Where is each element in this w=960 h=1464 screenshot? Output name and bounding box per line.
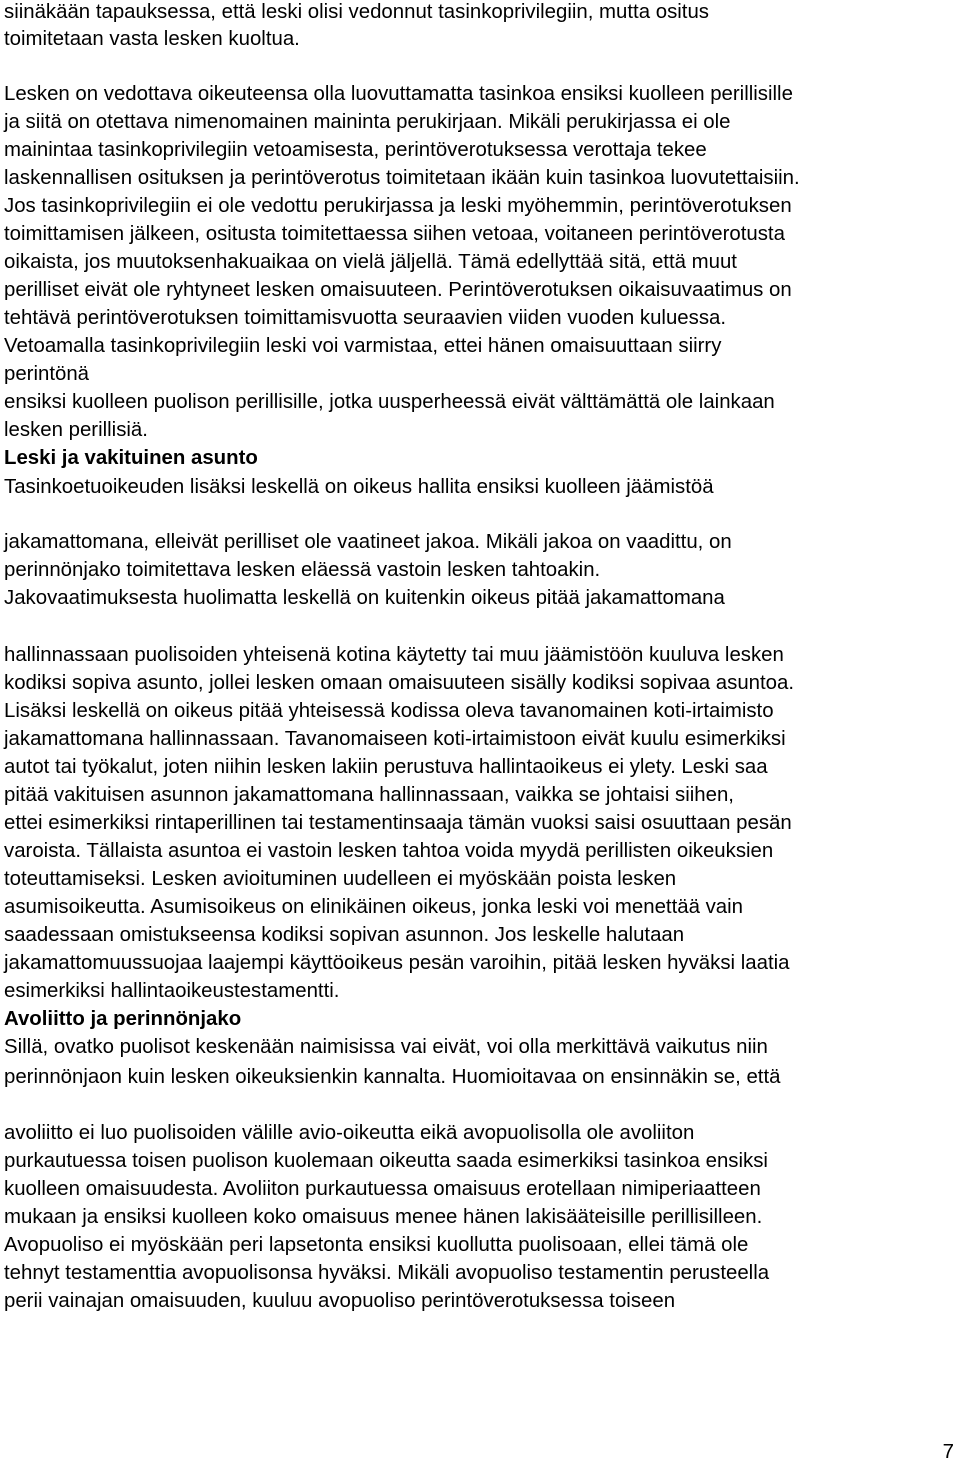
section-heading: Leski ja vakituinen asunto: [4, 447, 258, 469]
text-line: tehnyt testamenttia avopuolisonsa hyväksi. Mikäli avopuoliso testamentin perusteella: [4, 1262, 770, 1284]
text-line: tehtävä perintöverotuksen toimittamisvuotta seuraavien viiden vuoden kuluessa.: [4, 307, 727, 329]
text-line: Lesken on vedottava oikeuteensa olla luovuttamatta tasinkoa ensiksi kuolleen perillisille: [4, 83, 793, 105]
text-line: mainintaa tasinkoprivilegiin vetoamisesta, perintöverotuksessa verottaja tekee: [4, 139, 707, 161]
text-line: esimerkiksi hallintaoikeustestamentti.: [4, 980, 340, 1002]
text-line: saadessaan omistukseensa kodiksi sopivan asunnon. Jos leskelle halutaan: [4, 924, 685, 946]
text-line: toimittamisen jälkeen, ositusta toimitettaessa siihen vetoaa, voitaneen perintöverotusta: [4, 223, 785, 245]
text-line: Lisäksi leskellä on oikeus pitää yhteisessä kodissa oleva tavanomainen koti-irtaimisto: [4, 700, 774, 722]
text-line: autot tai työkalut, joten niihin lesken lakiin perustuva hallintaoikeus ei ylety. Leski saa: [4, 756, 768, 778]
text-line: kuolleen omaisuudesta. Avoliiton purkautuessa omaisuus erotellaan nimiperiaatteen: [4, 1178, 761, 1200]
text-line: purkautuessa toisen puolison kuolemaan oikeutta saada esimerkiksi tasinkoa ensiksi: [4, 1150, 768, 1172]
text-line: jakamattomana hallinnassaan. Tavanomaiseen koti-irtaimistoon eivät kuulu esimerkiksi: [4, 728, 786, 750]
page-number: 7: [942, 1441, 954, 1463]
text-line: laskennallisen osituksen ja perintöverotus toimitetaan ikään kuin tasinkoa luovutettaisiin.: [4, 167, 800, 189]
text-line: perinnönjako toimitettava lesken eläessä vastoin lesken tahtoakin.: [4, 559, 601, 581]
text-line: Tasinkoetuoikeuden lisäksi leskellä on oikeus hallita ensiksi kuolleen jäämistöä: [4, 476, 714, 498]
text-line: ja siitä on otettava nimenomainen maininta perukirjaan. Mikäli perukirjassa ei ole: [4, 111, 731, 133]
text-line: avoliitto ei luo puolisoiden välille avio-oikeutta eikä avopuolisolla ole avoliiton: [4, 1122, 695, 1144]
section-heading: Avoliitto ja perinnönjako: [4, 1008, 242, 1030]
text-line: ettei esimerkiksi rintaperillinen tai testamentinsaaja tämän vuoksi saisi osuuttaan pesän: [4, 812, 792, 834]
text-line: kodiksi sopiva asunto, jollei lesken omaan omaisuuteen sisälly kodiksi sopivaa asuntoa.: [4, 672, 795, 694]
text-line: ensiksi kuolleen puolison perillisille, jotka uusperheessä eivät välttämättä ole lainkaan: [4, 391, 775, 413]
text-line: jakamattomana, elleivät perilliset ole vaatineet jakoa. Mikäli jakoa on vaadittu, on: [4, 531, 732, 553]
text-line: mukaan ja ensiksi kuolleen koko omaisuus menee hänen lakisääteisille perillisilleen.: [4, 1206, 763, 1228]
text-line: jakamattomuussuojaa laajempi käyttöoikeus pesän varoihin, pitää lesken hyväksi laatia: [4, 952, 790, 974]
text-line: perilliset eivät ole ryhtyneet lesken omaisuuteen. Perintöverotuksen oikaisuvaatimus on: [4, 279, 792, 301]
text-line: perintönä: [4, 363, 90, 385]
text-line: Avopuoliso ei myöskään peri lapsetonta ensiksi kuollutta puolisoaan, ellei tämä ole: [4, 1234, 749, 1256]
text-line: siinäkään tapauksessa, että leski olisi vedonnut tasinkoprivilegiin, mutta ositus: [4, 1, 709, 23]
text-line: lesken perillisiä.: [4, 419, 148, 441]
text-line: varoista. Tällaista asuntoa ei vastoin lesken tahtoa voida myydä perillisten oikeuksien: [4, 840, 774, 862]
text-line: toimitetaan vasta lesken kuoltua.: [4, 28, 300, 50]
text-line: asumisoikeutta. Asumisoikeus on elinikäinen oikeus, jonka leski voi menettää vain: [4, 896, 743, 918]
text-line: Jos tasinkoprivilegiin ei ole vedottu perukirjassa ja leski myöhemmin, perintöverotuksen: [4, 195, 792, 217]
text-line: perii vainajan omaisuuden, kuuluu avopuoliso perintöverotuksessa toiseen: [4, 1290, 676, 1312]
text-line: perinnönjaon kuin lesken oikeuksienkin kannalta. Huomioitavaa on ensinnäkin se, että: [4, 1066, 781, 1088]
text-line: oikaista, jos muutoksenhakuaikaa on vielä jäljellä. Tämä edellyttää sitä, että muut: [4, 251, 737, 273]
text-line: Jakovaatimuksesta huolimatta leskellä on kuitenkin oikeus pitää jakamattomana: [4, 587, 725, 609]
text-line: Sillä, ovatko puolisot keskenään naimisissa vai eivät, voi olla merkittävä vaikutus niin: [4, 1036, 768, 1058]
text-line: Vetoamalla tasinkoprivilegiin leski voi varmistaa, ettei hänen omaisuuttaan siirry: [4, 335, 722, 357]
text-line: hallinnassaan puolisoiden yhteisenä kotina käytetty tai muu jäämistöön kuuluva lesken: [4, 644, 784, 666]
text-line: pitää vakituisen asunnon jakamattomana hallinnassaan, vaikka se johtaisi siihen,: [4, 784, 734, 806]
text-line: toteuttamiseksi. Lesken avioituminen uudelleen ei myöskään poista lesken: [4, 868, 677, 890]
